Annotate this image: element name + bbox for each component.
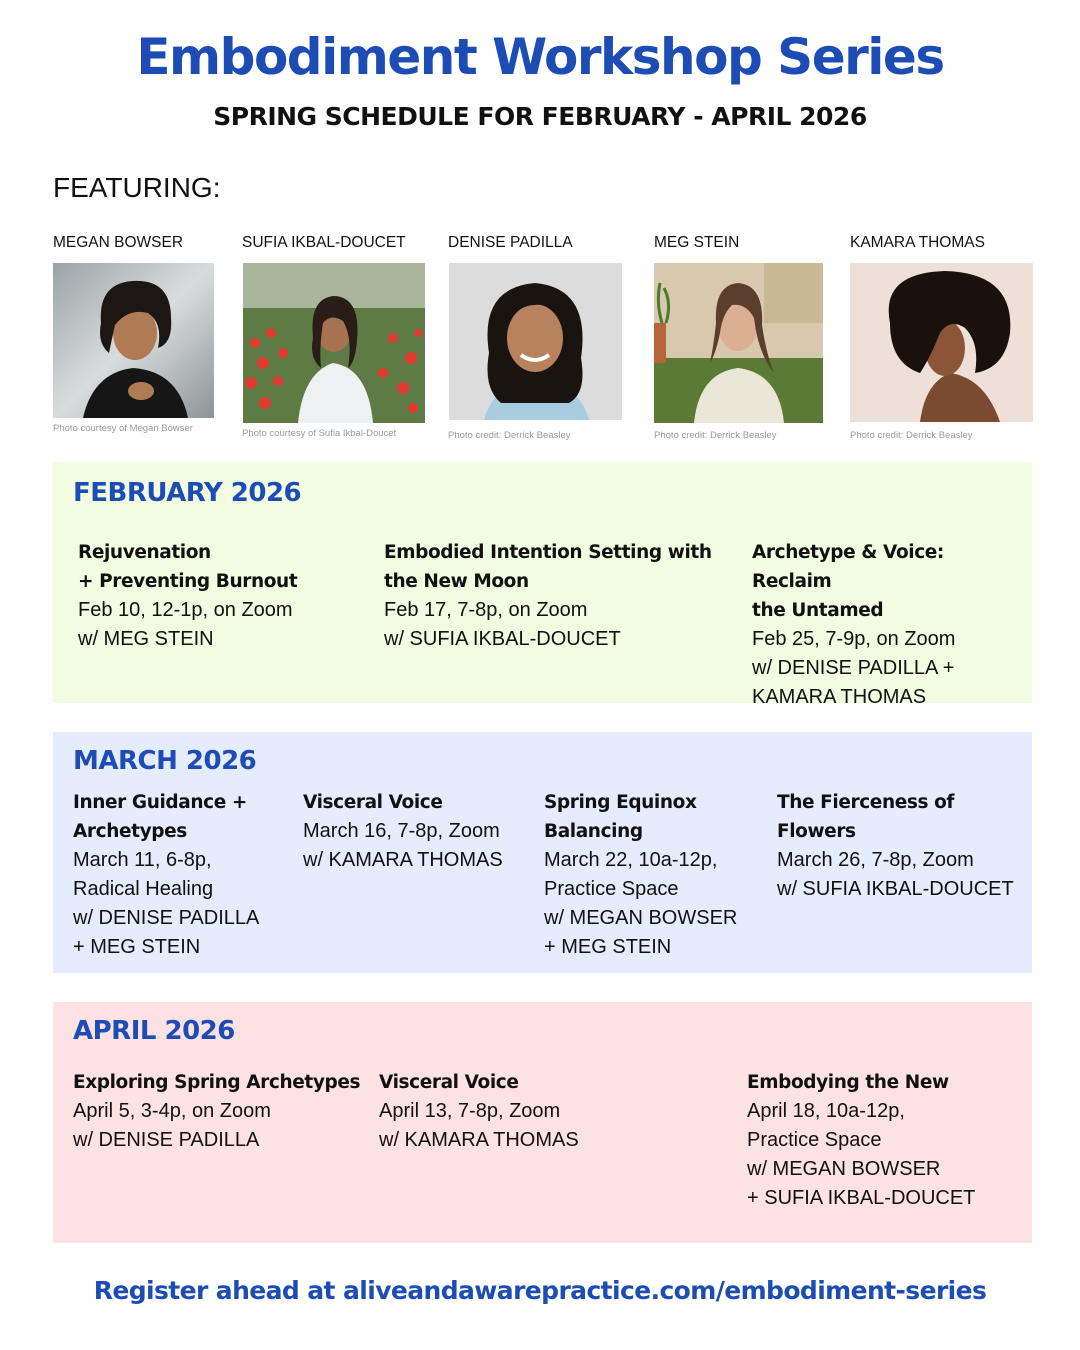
photo-credit: Photo credit: Derrick Beasley xyxy=(850,430,973,441)
event-details: April 18, 10a-12p, Practice Space w/ MEGAN BOWSER + SUFIA IKBAL-DOUCET xyxy=(747,1100,976,1209)
event-details: March 16, 7-8p, Zoom w/ KAMARA THOMAS xyxy=(303,820,503,871)
event-title: Archetype & Voice: Reclaim the Untamed xyxy=(752,542,944,621)
month-title: MARCH 2026 xyxy=(73,746,257,776)
photo-credit: Photo courtesy of Sufia Ikbal-Doucet xyxy=(242,428,397,439)
month-section-april xyxy=(53,1002,1032,1243)
event-title: The Fierceness of Flowers xyxy=(777,792,955,842)
photo-credit: Photo credit: Derrick Beasley xyxy=(654,430,777,441)
event-details: March 26, 7-8p, Zoom w/ SUFIA IKBAL-DOUCET xyxy=(777,849,1014,900)
event-details: March 11, 6-8p, Radical Healing w/ DENISE PADILLA + MEG STEIN xyxy=(73,849,260,958)
event-card xyxy=(777,788,1027,904)
event-title: Visceral Voice xyxy=(379,1072,519,1093)
event-title: Exploring Spring Archetypes xyxy=(73,1072,361,1093)
month-title: FEBRUARY 2026 xyxy=(73,478,302,508)
event-title: Visceral Voice xyxy=(303,792,443,813)
presenter-photo xyxy=(53,263,214,418)
event-details: April 5, 3-4p, on Zoom w/ DENISE PADILLA xyxy=(73,1100,271,1151)
presenter-card-denise-padilla xyxy=(448,234,573,441)
presenter-photo xyxy=(654,263,823,423)
event-card xyxy=(544,788,769,962)
event-card xyxy=(303,788,533,875)
event-details: March 22, 10a-12p, Practice Space w/ MEGAN BOWSER + MEG STEIN xyxy=(544,849,738,958)
presenter-name: KAMARA THOMAS xyxy=(850,234,985,251)
event-card xyxy=(384,538,734,654)
event-card xyxy=(747,1068,1027,1213)
event-details: Feb 10, 12-1p, on Zoom w/ MEG STEIN xyxy=(78,599,293,650)
event-details: April 13, 7-8p, Zoom w/ KAMARA THOMAS xyxy=(379,1100,579,1151)
month-section-march xyxy=(53,732,1032,973)
presenter-photo xyxy=(243,263,425,423)
event-title: Embodying the New xyxy=(747,1072,949,1093)
event-card xyxy=(752,538,1027,712)
presenter-name: DENISE PADILLA xyxy=(448,234,573,251)
presenter-card-meg-stein xyxy=(654,234,777,441)
photo-credit: Photo courtesy of Megan Bowser xyxy=(53,423,193,434)
presenter-card-kamara-thomas xyxy=(850,234,985,441)
event-card xyxy=(73,788,293,962)
event-details: Feb 17, 7-8p, on Zoom w/ SUFIA IKBAL-DOUCET xyxy=(384,599,621,650)
event-card xyxy=(73,1068,373,1155)
presenter-photo xyxy=(850,263,1033,422)
presenter-name: SUFIA IKBAL-DOUCET xyxy=(242,234,406,251)
register-link[interactable]: Register ahead at aliveandawarepractice.com/embodiment-series xyxy=(93,1276,987,1305)
featuring-label: FEATURING: xyxy=(53,172,221,203)
event-title: Spring Equinox Balancing xyxy=(544,792,697,842)
presenter-name: MEGAN BOWSER xyxy=(53,234,184,251)
event-title: Rejuvenation + Preventing Burnout xyxy=(78,542,298,592)
page-title: Embodiment Workshop Series xyxy=(136,28,944,86)
event-title: Inner Guidance + Archetypes xyxy=(73,792,247,842)
page-subtitle: SPRING SCHEDULE FOR FEBRUARY - APRIL 2026 xyxy=(213,102,867,131)
presenter-name: MEG STEIN xyxy=(654,234,740,251)
presenter-card-sufia-ikbal-doucet xyxy=(242,234,406,439)
month-section-february xyxy=(53,462,1032,708)
event-card xyxy=(78,538,368,654)
photo-credit: Photo credit: Derrick Beasley xyxy=(448,430,571,441)
event-title: Embodied Intention Setting with the New Moon xyxy=(384,542,712,592)
event-card xyxy=(379,1068,679,1155)
presenter-card-megan-bowser xyxy=(53,234,193,434)
presenter-photo xyxy=(449,263,622,420)
month-title: APRIL 2026 xyxy=(73,1016,235,1046)
event-details: Feb 25, 7-9p, on Zoom w/ DENISE PADILLA + KAMARA THOMAS xyxy=(752,628,956,708)
